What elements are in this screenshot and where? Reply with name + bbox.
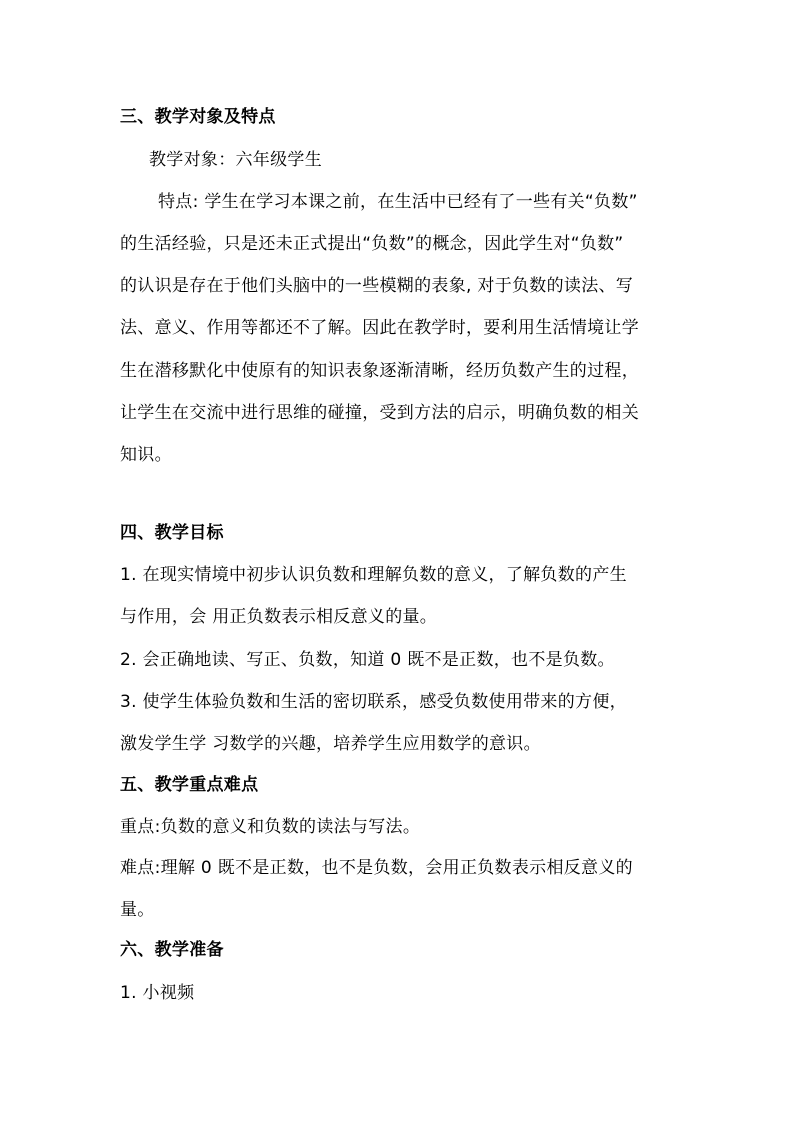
paragraph-line: 法、意义、作用等都还不了解。因此在教学时，要利用生活情境让学 (120, 318, 639, 338)
section-heading-teaching-goals: 四、教学目标 (120, 523, 224, 543)
paragraph-line: 知识。 (120, 445, 172, 465)
goal-line: 3. 使学生体验负数和生活的密切联系，感受负数使用带来的方便， (120, 692, 627, 712)
section-heading-preparation: 六、教学准备 (120, 940, 224, 960)
goal-line: 2. 会正确地读、写正、负数，知道 0 既不是正数，也不是负数。 (120, 650, 615, 670)
paragraph-line: 的生活经验，只是还未正式提出“负数”的概念，因此学生对“负数” (120, 234, 624, 254)
paragraph-line: 特点: 学生在学习本课之前，在生活中已经有了一些有关“负数” (158, 192, 638, 212)
goal-line: 1. 在现实情境中初步认识负数和理解负数的意义，了解负数的产生 (120, 565, 627, 585)
key-point-line: 重点:负数的意义和负数的读法与写法。 (120, 817, 421, 837)
teaching-object-line: 教学对象：六年级学生 (149, 150, 322, 170)
preparation-line: 1. 小视频 (120, 983, 195, 1003)
paragraph-line: 让学生在交流中进行思维的碰撞，受到方法的启示，明确负数的相关 (120, 403, 639, 423)
section-heading-key-points: 五、教学重点难点 (120, 775, 259, 795)
goal-line: 与作用，会 用正负数表示相反意义的量。 (120, 607, 438, 627)
section-heading-teaching-object: 三、教学对象及特点 (120, 107, 276, 127)
key-point-line: 量。 (120, 900, 155, 920)
paragraph-line: 的认识是存在于他们头脑中的一些模糊的表象, 对于负数的读法、写 (120, 276, 634, 296)
key-point-line: 难点:理解 0 既不是正数，也不是负数，会用正负数表示相反意义的 (120, 858, 633, 878)
paragraph-line: 生在潜移默化中使原有的知识表象逐渐清晰，经历负数产生的过程， (120, 361, 639, 381)
goal-line: 激发学生学 习数学的兴趣，培养学生应用数学的意识。 (120, 734, 541, 754)
